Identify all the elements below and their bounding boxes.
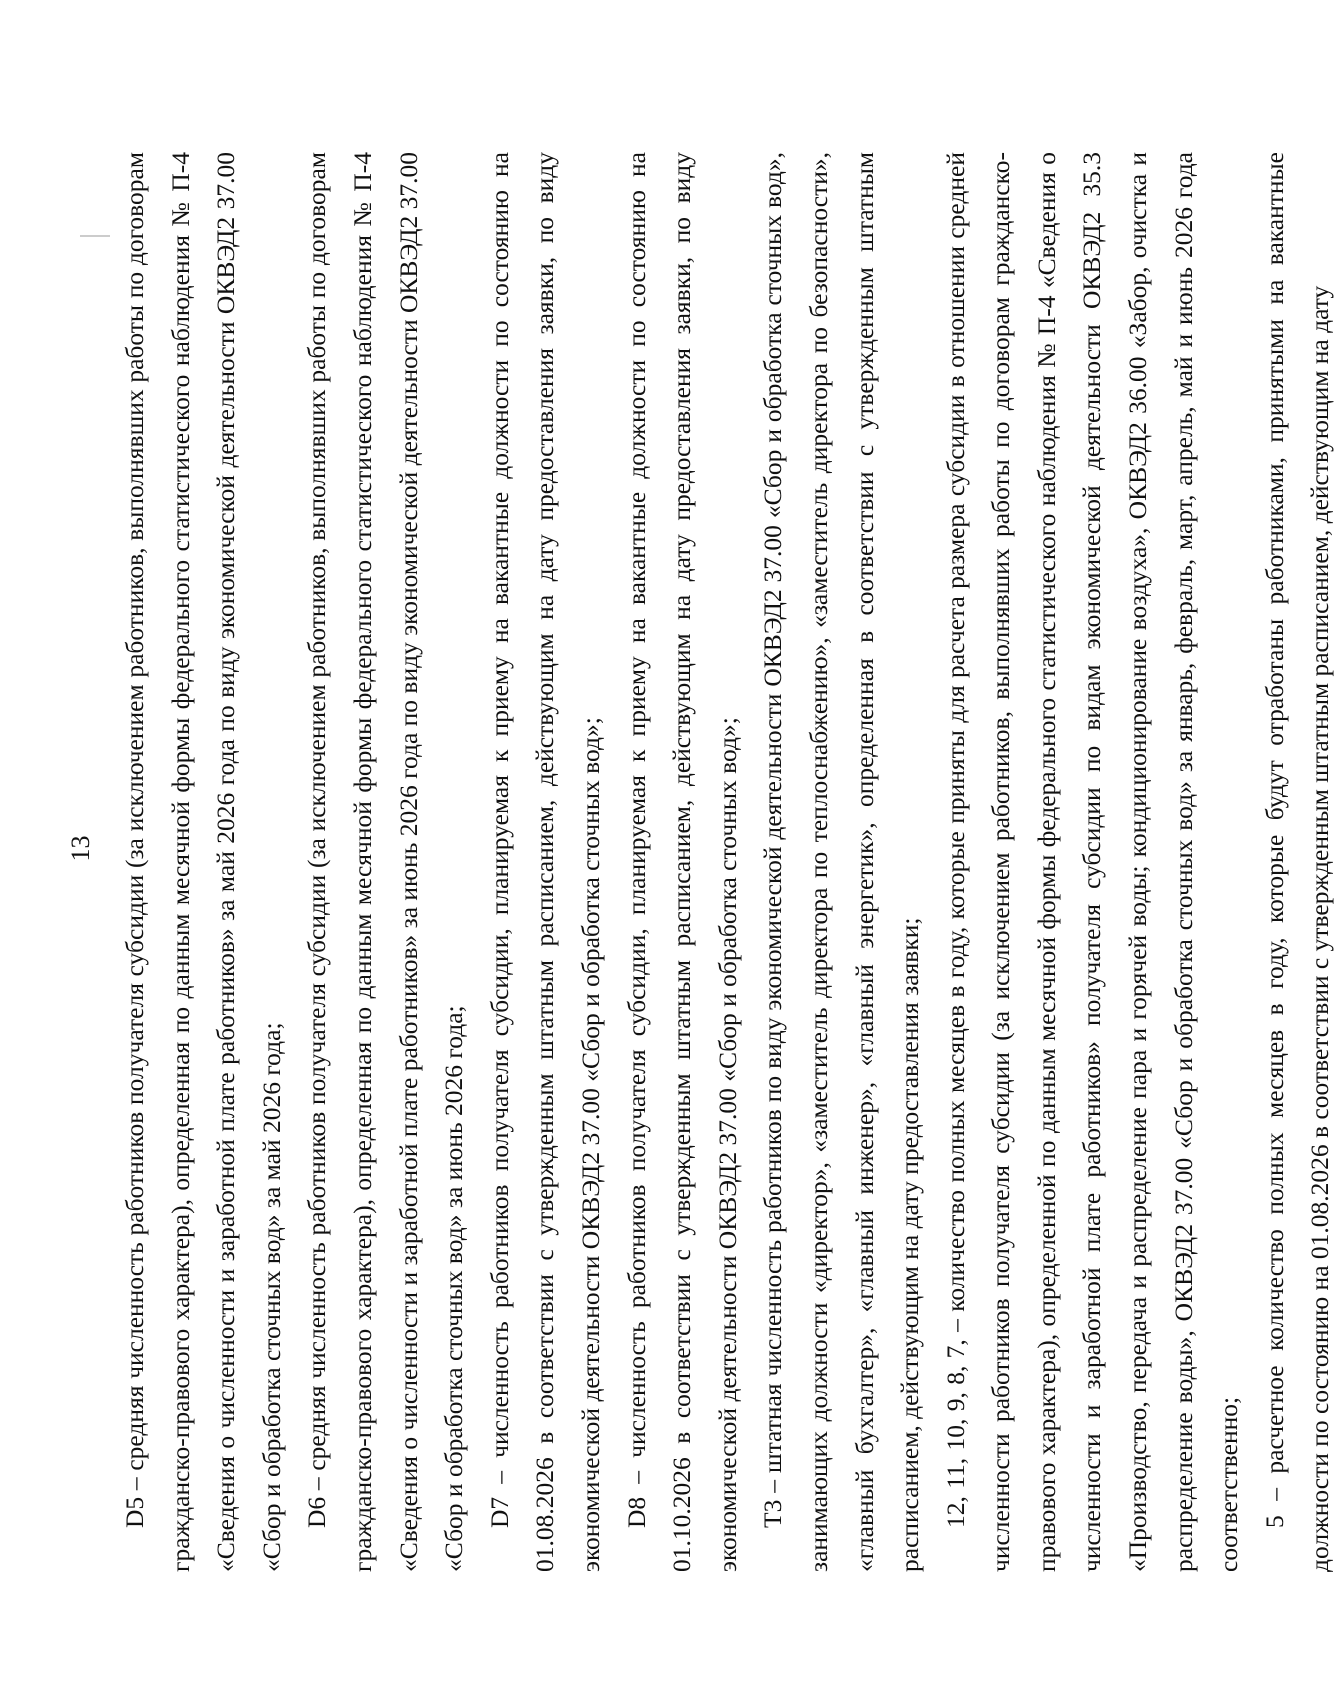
paragraph-d7: D7 – численность работников получателя субсидии, планируемая к приему на вакантные должности по состоянию на 01.08.2026 в соответствии с утвержденным штатным расписанием, действующим на дату предоставления заявки, по виду экономической деятельности ОКВЭД2 37.00 «Сбор и обработка сточных вод»; [484, 152, 605, 1572]
paragraph-d8: D8 – численность работников получателя субсидии, планируемая к приему на вакантные должности по состоянию на 01.10.2026 в соответствии с утвержденным штатным расписанием, действующим на дату предоставления заявки, по виду экономической деятельности ОКВЭД2 37.00 «Сбор и обработка сточных вод»; [621, 152, 742, 1572]
document-body [112, 152, 1343, 1572]
page-number: 13 [66, 835, 95, 862]
paragraph-t3: Т3 – штатная численность работников по виду экономической деятельности ОКВЭД2 37.00 «Сбор и обработка сточных вод», занимающих должности «директор», «заместитель директора по теплоснабжению», «заместитель директора по безопасности», «главный бухгалтер», «главный инженер», «главный энергетик», определенная в соответствии с утвержденным штатным расписанием, действующим на дату предоставления заявки; [758, 152, 925, 1572]
paragraph-d6: D6 – средняя численность работников получателя субсидии (за исключением работников, выполнявших работы по договорам гражданско-правового характера), определенная по данным месячной формы федерального статистического наблюдения № П-4 «Сведения о численности и заработной плате работников» за июнь 2026 года по виду экономической деятельности ОКВЭД2 37.00 «Сбор и обработка сточных вод» за июнь 2026 года; [302, 151, 469, 1572]
paragraph-months: 12, 11, 10, 9, 8, 7, – количество полных месяцев в году, которые приняты для расчета размера субсидии в отношении средней численности работников получателя субсидии (за исключением работников, выполнявших работы по договорам гражданско-правового характера), определенной по данным месячной формы федерального статистического наблюдения № П-4 «Сведения о численности и заработной плате работников» получателя субсидии по видам экономической деятельности ОКВЭД2 35.3 «Производство, передача и распределение пара и горячей воды; кондиционирование воздуха», ОКВЭД2 36.00 «Забор, очистка и распределение воды», ОКВЭД2 37.00 «Сбор и обработка сточных вод» за январь, февраль, март, апрель, май и июнь 2026 года соответственно; [940, 152, 1244, 1572]
paragraph-d5: D5 – средняя численность работников получателя субсидии (за исключением работников, выполнявших работы по договорам гражданско-правового характера), определенная по данным месячной формы федерального статистического наблюдения № П-4 «Сведения о численности и заработной плате работников» за май 2026 года по виду экономической деятельности ОКВЭД2 37.00 «Сбор и обработка сточных вод» за май 2026 года; [120, 152, 286, 1572]
paragraph-five: 5 – расчетное количество полных месяцев в году, которые будут отработаны работниками, принятыми на вакантные должности по состоянию на 01.08.2026 в соответствии с утвержденным штатным расписанием, действующим на дату [1259, 152, 1335, 1572]
